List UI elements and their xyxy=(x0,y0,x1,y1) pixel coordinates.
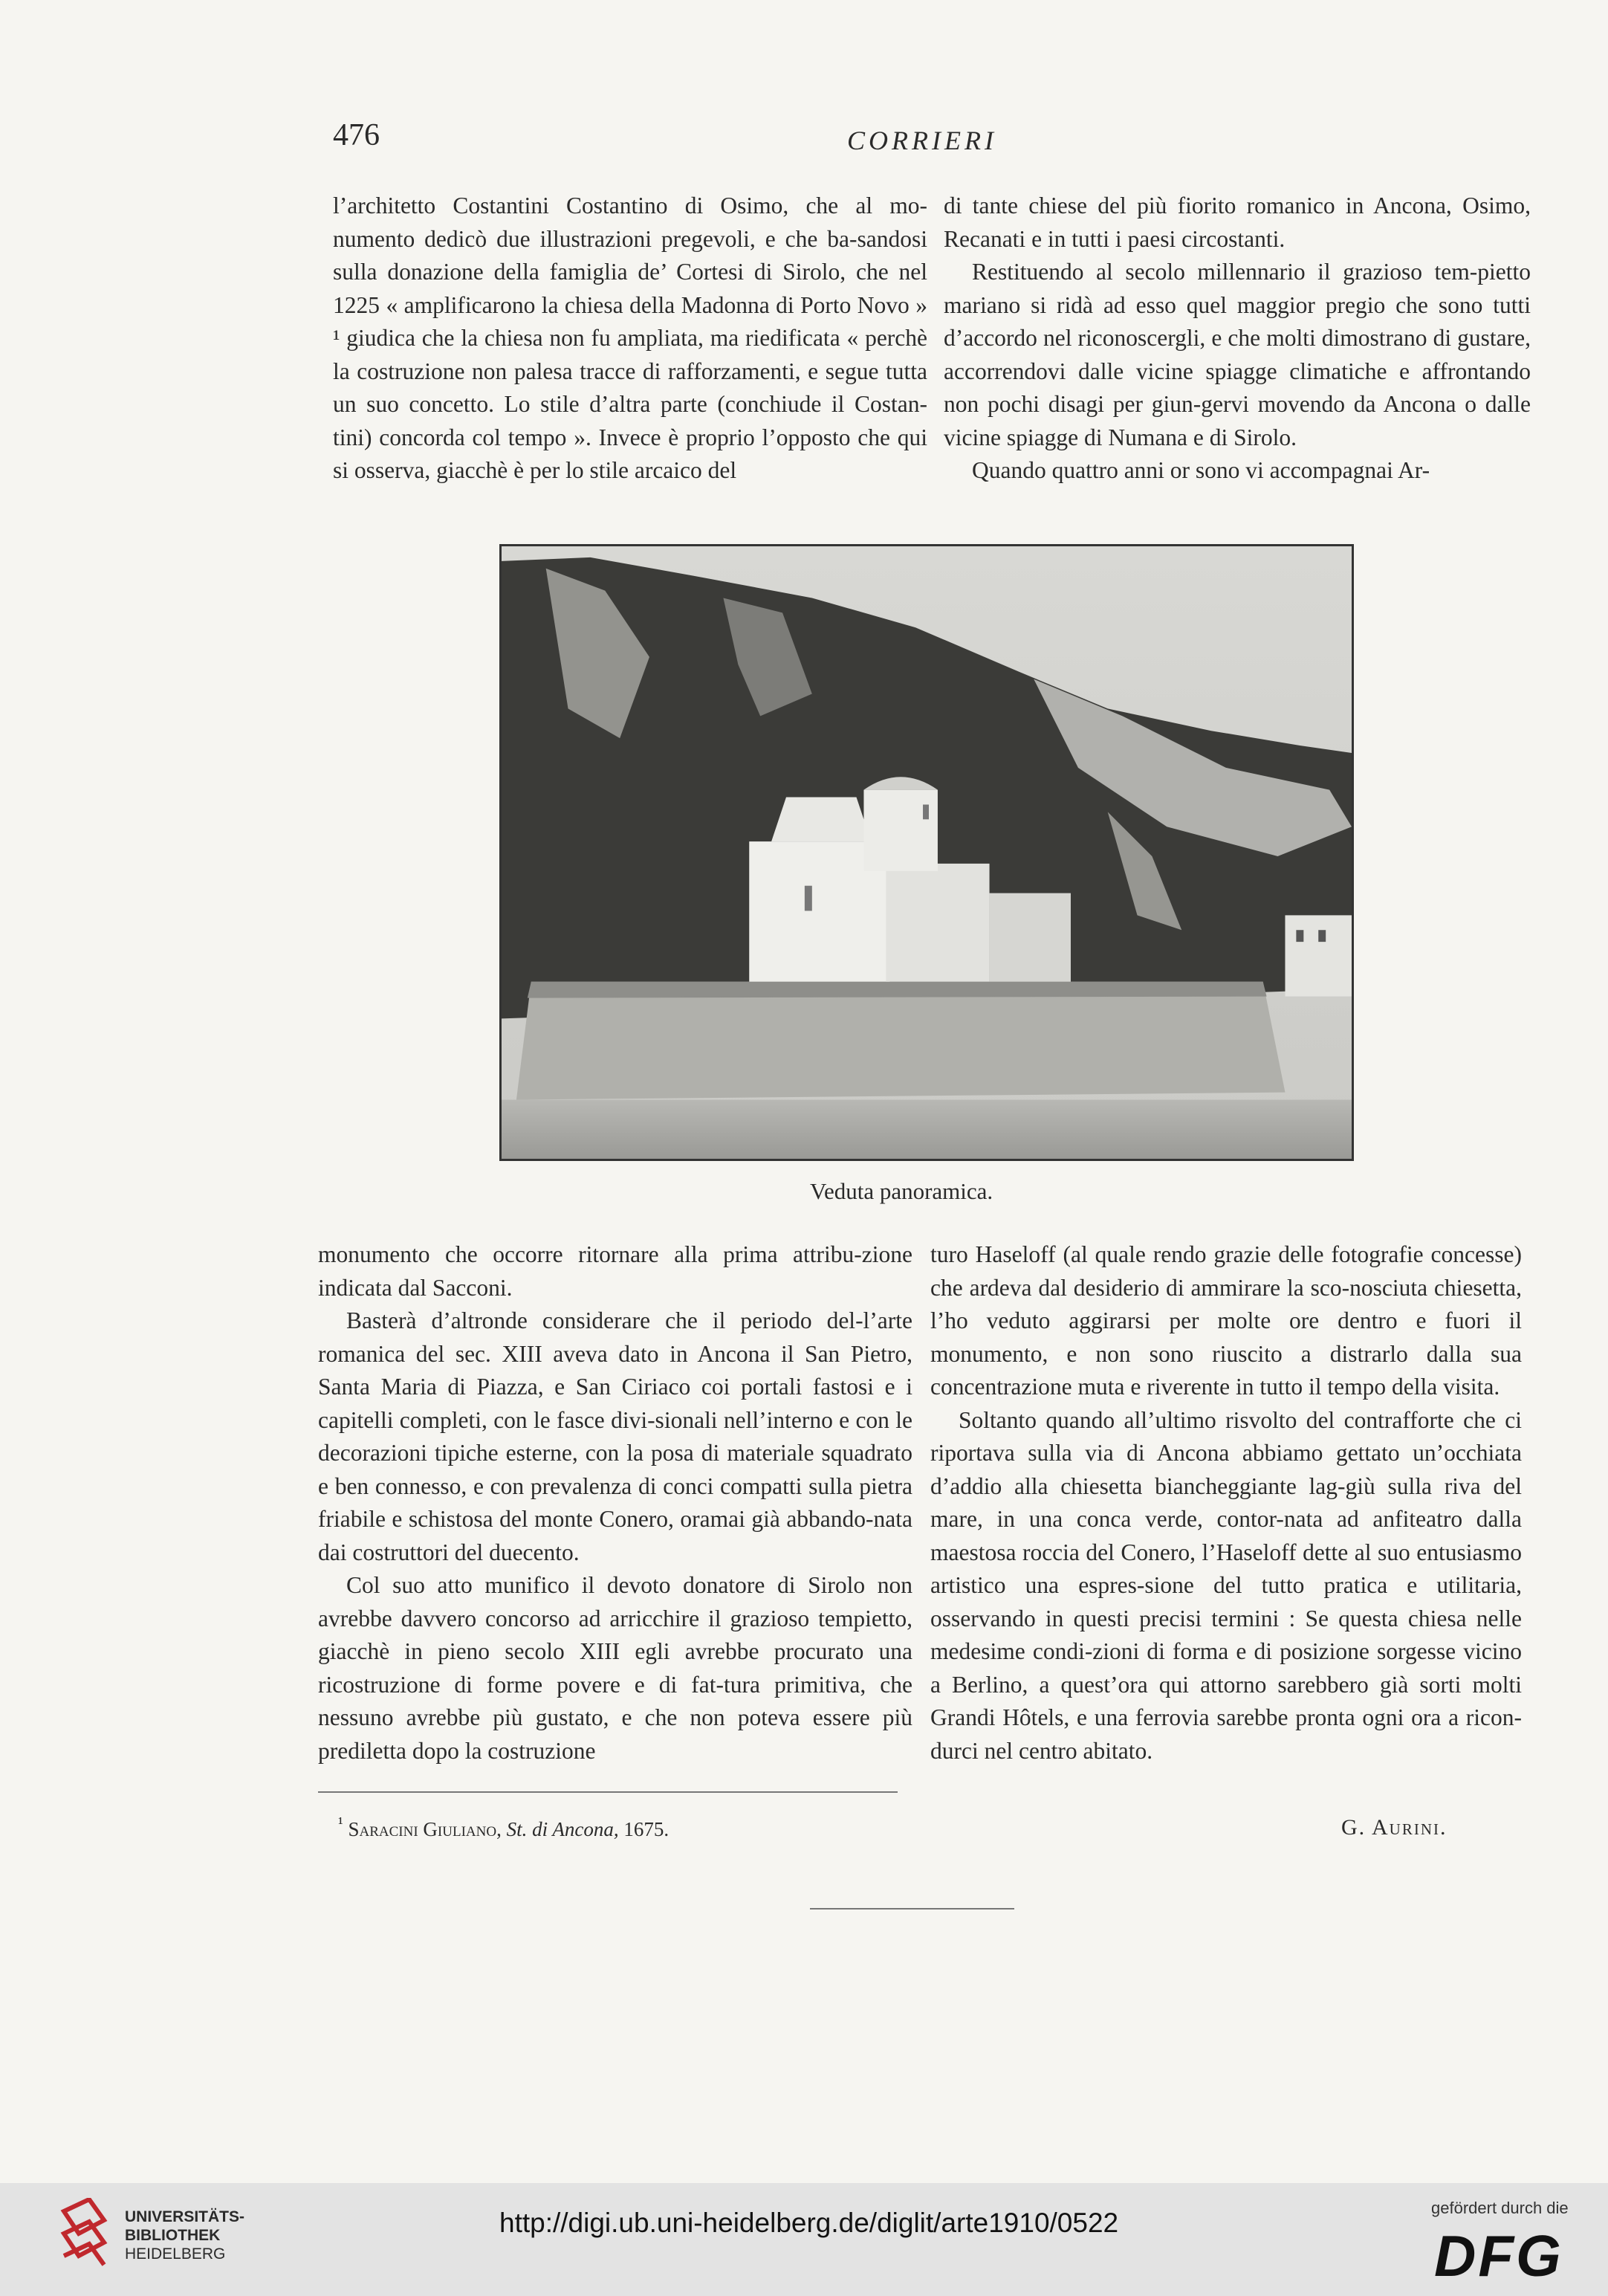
paragraph: l’architetto Costantini Costantino di Osimo, che al mo-numento dedicò due illustrazioni pregevoli, e che ba-sandosi sulla donazione della famiglia de’ Cortesi di Sirolo, che nel 1225 « amplificarono la chiesa della Madonna di Porto Novo » ¹ giudica che la chiesa non fu ampliata, ma riedificata « perchè la costruzione non palesa tracce di rafforzamenti, e segue tutta un suo concetto. Lo stile d’altra parte (conchiude il Costan-tini) concorda col tempo ». Invece è proprio l’opposto che qui si osserva, giacchè è per lo stile arcaico del xyxy=(333,193,927,483)
footnote-marker: ¹ xyxy=(338,1814,343,1832)
funded-by-label: gefördert durch die xyxy=(1431,2199,1569,2217)
paragraph: Soltanto quando all’ultimo risvolto del contrafforte che ci riportava sulla via di Ancona abbiamo gettato un’occhiata d’addio alla chiesetta biancheggiante lag-giù sulla riva del mare, in una conca verde, contor-nata ad anfiteatro dalla maestosa roccia del Conero, l’Haseloff dette al suo entusiasmo artistico una espres-sione del tutto pratica e utilitaria, osservando in questi precisi termini : Se questa chiesa nelle medesime condi-zioni di forma e di posizione sorgesse vicino a Berlino, a quest’ora qui attorno sarebbero già sorti molti Grandi Hôtels, e una ferrovia sarebbe pronta ogni ora a ricon-durci nel centro abitato. xyxy=(930,1406,1522,1764)
page-number: 476 xyxy=(333,118,380,152)
paragraph: di tante chiese del più fiorito romanico in Ancona, Osimo, Recanati e in tutti i paesi circostanti. xyxy=(944,193,1531,252)
column-bottom-right xyxy=(930,1238,1522,1768)
paragraph: monumento che occorre ritornare alla prima attribu-zione indicata dal Sacconi. xyxy=(318,1241,912,1301)
column-top-left xyxy=(333,190,927,488)
photo-illustration xyxy=(502,546,1352,1159)
footnote-divider xyxy=(318,1791,898,1793)
column-bottom-left xyxy=(318,1238,912,1768)
paragraph: Col suo atto munifico il devoto donatore di Sirolo non avrebbe davvero concorso ad arricchire il grazioso tempietto, giacchè in pieno secolo XIII egli avrebbe procurato una ricostruzione di forme povere e di fat-tura primitiva, che nessuno avrebbe più gustato, e che non poteva essere più prediletta dopo la costruzione xyxy=(318,1572,912,1764)
end-divider xyxy=(810,1908,1014,1909)
library-line: BIBLIOTHEK xyxy=(125,2227,221,2244)
paragraph: Restituendo al secolo millennario il grazioso tem-pietto mariano si ridà ad esso quel maggior pregio che sono tutti d’accordo nel riconoscergli, e che molti dimostrano di gustare, accorrendovi dalle vicine spiagge climatiche e affrontando non pochi disagi per giun-gervi movendo da Ancona o dalle vicine spiagge di Numana e di Sirolo. xyxy=(944,259,1531,450)
library-line: UNIVERSITÄTS- xyxy=(125,2208,245,2225)
library-name xyxy=(125,2208,244,2263)
figure-caption: Veduta panoramica. xyxy=(810,1178,993,1204)
library-logo-icon xyxy=(58,2198,110,2272)
paragraph: Quando quattro anni or sono vi accompagnai Ar- xyxy=(972,457,1430,483)
running-title: CORRIERI xyxy=(847,126,997,155)
footnote-author: Saracini Giuliano, xyxy=(348,1818,502,1840)
paragraph: turo Haseloff (al quale rendo grazie delle fotografie concesse) che ardeva dal desiderio di ammirare la sco-nosciuta chiesetta, l’ho veduto aggirarsi per molte ore dentro e fuori il monumento, e non sono riuscito a distrarlo dalla sua concentrazione muta e riverente in tutto il tempo della visita. xyxy=(930,1241,1522,1400)
author-signature: G. Aurini. xyxy=(1341,1815,1447,1840)
permalink-url[interactable]: http://digi.ub.uni-heidelberg.de/diglit/arte1910/0522 xyxy=(499,2208,1119,2238)
paragraph: Basterà d’altronde considerare che il periodo del-l’arte romanica del sec. XIII aveva dato in Ancona il San Pietro, Santa Maria di Piazza, e San Ciriaco coi portali fastosi e i capitelli completi, con le fasce divi-sionali nell’interno e con le decorazioni tipiche esterne, con la posa di materiale squadrato e ben connesso, e con prevalenza di conci compatti sulla pietra friabile e schistosa del monte Conero, oramai già abbando-nata dai costruttori del duecento. xyxy=(318,1307,912,1565)
dfg-logo: DFG xyxy=(1434,2223,1563,2289)
footnote-work: St. di Ancona, xyxy=(506,1818,619,1840)
footnote xyxy=(338,1814,669,1841)
church-photograph xyxy=(499,544,1354,1161)
column-top-right xyxy=(944,190,1531,488)
footnote-year: 1675. xyxy=(623,1818,670,1840)
library-line: HEIDELBERG xyxy=(125,2245,226,2263)
